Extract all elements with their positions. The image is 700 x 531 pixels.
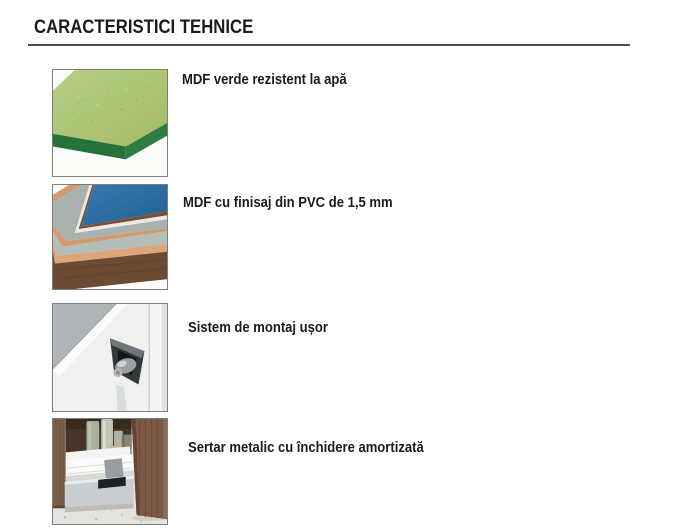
metal-drawer-illustration [53, 419, 167, 524]
feature-photo-green-mdf [52, 69, 168, 177]
title-divider [28, 44, 630, 46]
feature-label: MDF cu finisaj din PVC de 1,5 mm [183, 194, 393, 211]
feature-photo-pvc-edge [52, 184, 168, 290]
feature-photo-mounting-system [52, 303, 168, 412]
feature-label: MDF verde rezistent la apă [182, 71, 347, 88]
cam-lock-fitting-illustration [53, 304, 167, 411]
feature-label: Sistem de montaj ușor [188, 319, 328, 336]
feature-label: Sertar metalic cu închidere amortizată [188, 439, 424, 456]
feature-photo-metal-drawer [52, 418, 168, 525]
page-title: CARACTERISTICI TEHNICE [34, 17, 254, 38]
layered-pvc-edge-illustration [53, 185, 167, 289]
green-mdf-board-illustration [53, 70, 167, 176]
